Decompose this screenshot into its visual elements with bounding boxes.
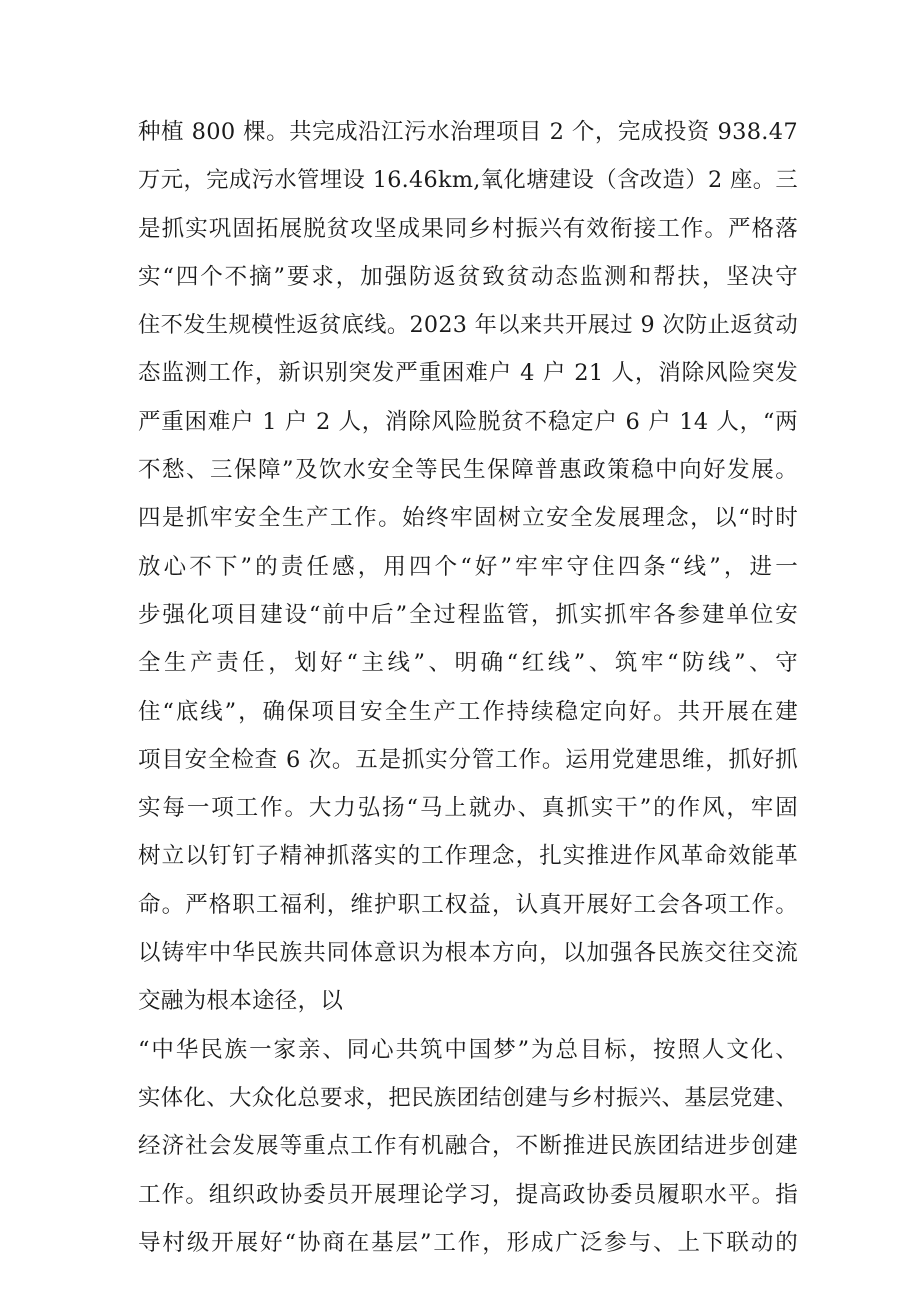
text-line: 实体化、大众化总要求，把民族团结创建与乡村振兴、基层党建、: [138, 1084, 798, 1111]
text-line: 实“四个不摘”要求，加强防返贫致贫动态监测和帮扶，坚决守: [138, 263, 798, 290]
text-line: 交融为根本途径，以: [138, 988, 344, 1015]
text-line: 不愁、三保障”及饮水安全等民生保障普惠政策稳中向好发展。: [138, 457, 798, 484]
text-line: 以铸牢中华民族共同体意识为根本方向，以加强各民族交往交流: [138, 940, 798, 967]
text-line: 步强化项目建设“前中后”全过程监管，抓实抓牢各参建单位安: [138, 601, 798, 628]
text-line: 工作。组织政协委员开展理论学习，提高政协委员履职水平。指: [138, 1181, 798, 1208]
text-line: 项目安全检查 6 次。五是抓实分管工作。运用党建思维，抓好抓: [138, 746, 798, 773]
text-line: 放心不下”的责任感，用四个“好”牢牢守住四条“线”，进一: [138, 553, 798, 580]
text-line: 命。严格职工福利，维护职工权益，认真开展好工会各项工作。: [138, 891, 798, 918]
body-text: [138, 108, 798, 1267]
text-line: 种植 800 棵。共完成沿江污水治理项目 2 个，完成投资 938.47: [138, 119, 798, 145]
text-line: 住不发生规模性返贫底线。2023 年以来共开展过 9 次防止返贫动: [138, 312, 798, 339]
text-line: “中华民族一家亲、同心共筑中国梦”为总目标，按照人文化、: [138, 1036, 798, 1063]
text-line: 实每一项工作。大力弘扬“马上就办、真抓实干”的作风，牢固: [138, 795, 798, 822]
text-line: 万元，完成污水管埋设 16.46km,氧化塘建设（含改造）2 座。三: [138, 167, 798, 194]
text-line: 住“底线”，确保项目安全生产工作持续稳定向好。共开展在建: [138, 698, 798, 725]
text-line: 严重困难户 1 户 2 人，消除风险脱贫不稳定户 6 户 14 人，“两: [138, 408, 798, 435]
text-line: 态监测工作，新识别突发严重困难户 4 户 21 人，消除风险突发: [138, 360, 798, 387]
text-line: 是抓实巩固拓展脱贫攻坚成果同乡村振兴有效衔接工作。严格落: [138, 215, 798, 242]
text-line: 树立以钉钉子精神抓落实的工作理念，扎实推进作风革命效能革: [138, 843, 798, 870]
text-line: 全生产责任，划好“主线”、明确“红线”、筑牢“防线”、守: [138, 650, 798, 677]
text-line: 导村级开展好“协商在基层”工作，形成广泛参与、上下联动的: [138, 1229, 798, 1256]
text-line: 四是抓牢安全生产工作。始终牢固树立安全发展理念，以“时时: [138, 505, 798, 532]
text-line: 经济社会发展等重点工作有机融合，不断推进民族团结进步创建: [138, 1133, 798, 1160]
